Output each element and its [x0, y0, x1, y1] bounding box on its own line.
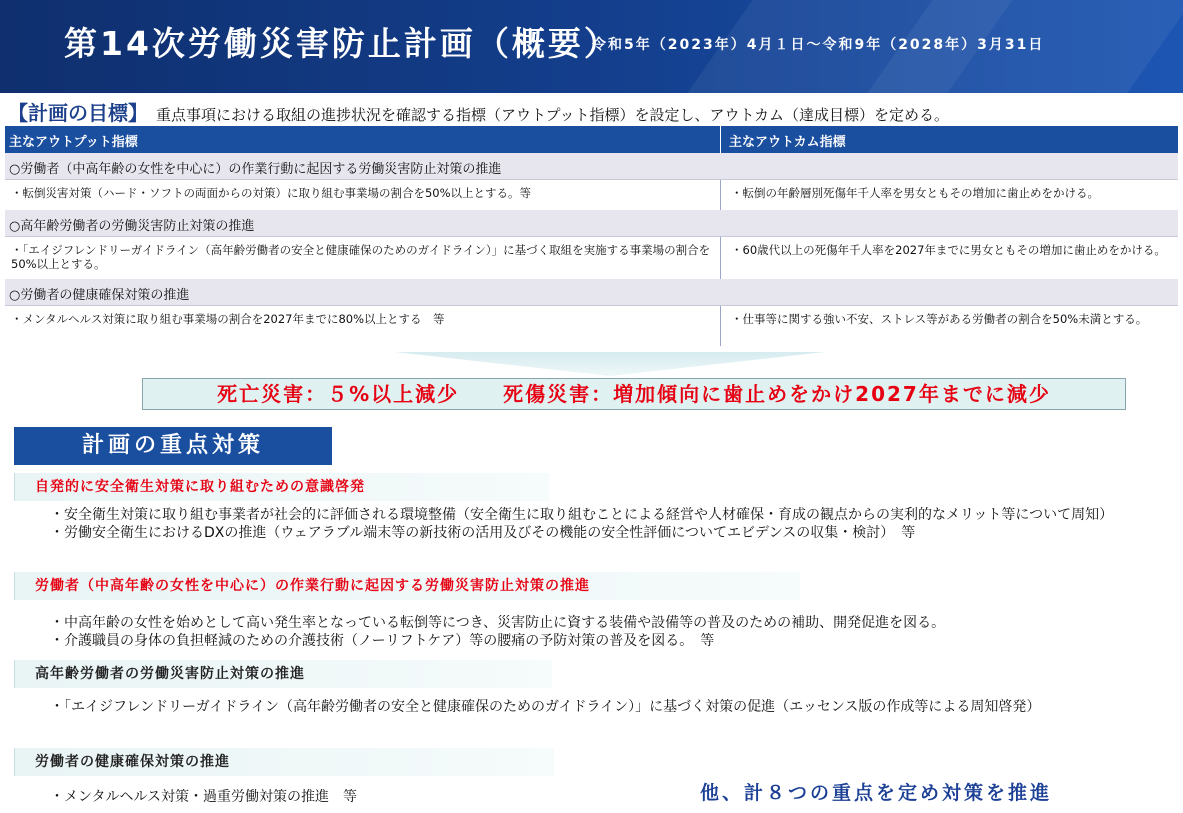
- indicator-table: [5, 126, 1178, 346]
- measure-point: ・安全衛生対策に取り組む事業者が社会的に評価される環境整備（安全衛生に取り組むことによる経営や人材確保・育成の観点からの実利的なメリット等について周知）: [50, 507, 1114, 523]
- goal-heading: 【計画の目標】: [8, 101, 148, 125]
- plan-period: 令和5年（2023年）4月１日～令和9年（2028年）3月31日: [592, 37, 1045, 53]
- indicator-table-header: [5, 126, 1178, 153]
- indicator-row: [5, 237, 1178, 279]
- measure-title: 労働者の健康確保対策の推進: [14, 748, 554, 776]
- measure-body: [50, 698, 1170, 716]
- outcome-indicator: ・転倒の年齢層別死傷年千人率を男女ともその増加に歯止めをかける。: [731, 186, 1099, 200]
- goal-description: 重点事項における取組の進捗状況を確認する指標（アウトプット指標）を設定し、アウトカム（達成目標）を定める。: [156, 106, 950, 124]
- output-indicator: ・メンタルヘルス対策に取り組む事業場の割合を2027年までに80%以上とする 等: [5, 306, 721, 346]
- outcome-indicator: ・仕事等に関する強い不安、ストレス等がある労働者の割合を50%未満とする。: [731, 312, 1148, 326]
- outcome-indicator: ・60歳代以上の死傷年千人率を2027年までに男女ともその増加に歯止めをかける。: [731, 243, 1166, 257]
- measure-title: 高年齢労働者の労働災害防止対策の推進: [14, 660, 552, 688]
- measure-point: ・「エイジフレンドリーガイドライン（高年齢労働者の安全と健康確保のためのガイドライン）」に基づく対策の促進（エッセンス版の作成等による周知啓発）: [50, 699, 1041, 715]
- measure-title: 自発的に安全衛生対策に取り組むための意識啓発: [14, 473, 549, 501]
- goal-line: [8, 97, 1180, 125]
- output-indicator-header: 主なアウトプット指標: [5, 126, 721, 153]
- measure-point: ・メンタルヘルス対策・過重労働対策の推進 等: [50, 789, 358, 805]
- reduction-target: 死亡災害：５%以上減少 死傷災害：増加傾向に歯止めをかけ2027年までに減少: [142, 378, 1126, 410]
- measure-body: [50, 614, 1170, 650]
- measures-heading: 計画の重点対策: [14, 427, 332, 465]
- measure-point: ・中高年齢の女性を始めとして高い発生率となっている転倒等につき、災害防止に資する装備や設備等の普及のための補助、開発促進を図る。: [50, 615, 946, 631]
- measure-body: [50, 788, 650, 806]
- output-indicator: ・「エイジフレンドリーガイドライン（高年齢労働者の安全と健康確保のためのガイドライン）」に基づく取組を実施する事業場の割合を50%以上とする。: [5, 237, 721, 279]
- measure-point: ・労働安全衛生におけるDXの推進（ウェアラブル端末等の新技術の活用及びその機能の安全性評価についてエビデンスの収集・検討） 等: [50, 525, 916, 541]
- page-title: 第14次労働災害防止計画（概要）: [64, 24, 620, 63]
- indicator-row: [5, 306, 1178, 346]
- indicator-section-title: ○労働者の健康確保対策の推進: [5, 279, 1178, 306]
- measure-title: 労働者（中高年齢の女性を中心に）の作業行動に起因する労働災害防止対策の推進: [14, 572, 800, 600]
- measure-body: [50, 506, 1170, 542]
- indicator-row: [5, 180, 1178, 210]
- indicator-section-title: ○高年齢労働者の労働災害防止対策の推進: [5, 210, 1178, 237]
- measure-point: ・介護職員の身体の負担軽減のための介護技術（ノーリフトケア）等の腰痛の予防対策の普及を図る。 等: [50, 633, 715, 649]
- closing-note: 他、計８つの重点を定め対策を推進: [700, 782, 1053, 804]
- outcome-indicator-header: 主なアウトカム指標: [729, 135, 846, 150]
- header-banner: [0, 0, 1183, 93]
- output-indicator: ・転倒災害対策（ハード・ソフトの両面からの対策）に取り組む事業場の割合を50%以上とする。等: [5, 180, 721, 210]
- down-arrow-icon: [395, 352, 825, 376]
- indicator-section-title: ○労働者（中高年齢の女性を中心に）の作業行動に起因する労働災害防止対策の推進: [5, 153, 1178, 180]
